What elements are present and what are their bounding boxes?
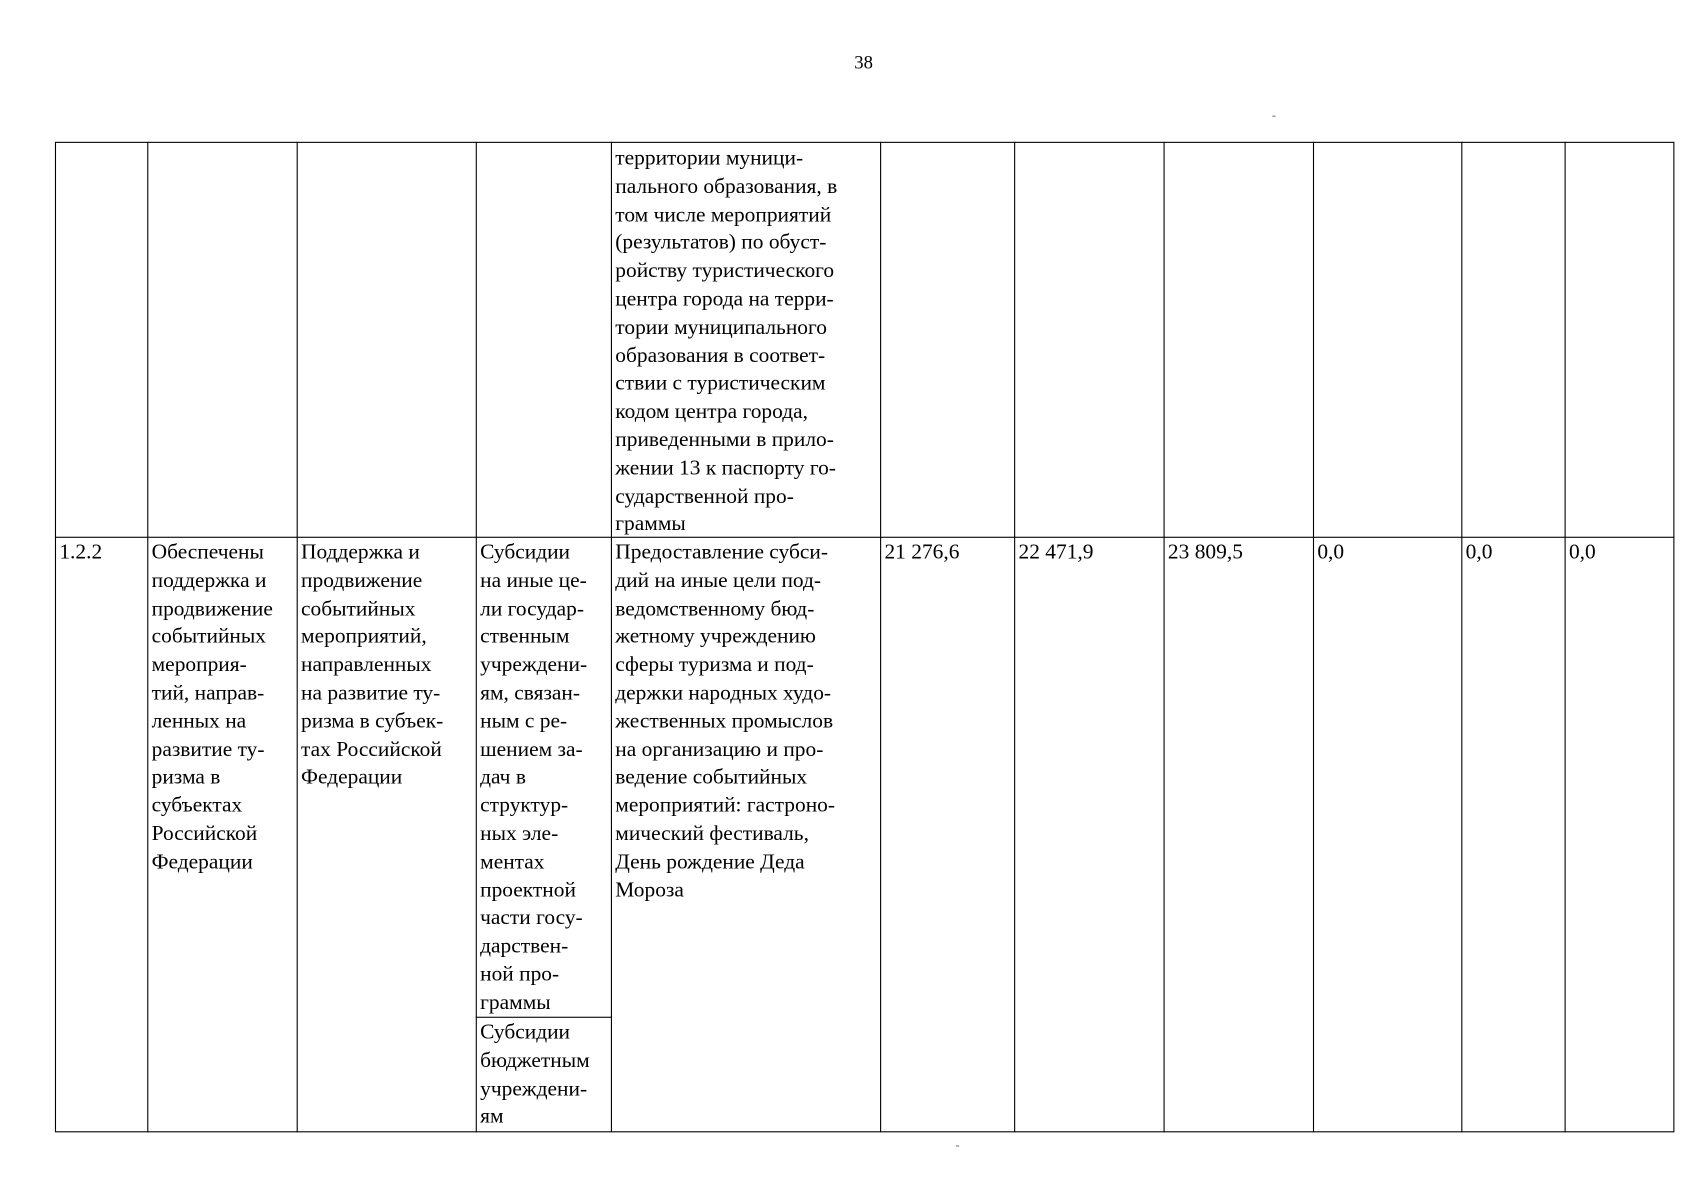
row-number-cell: 1.2.2	[59, 541, 103, 564]
column-divider	[1313, 142, 1314, 1133]
description-cell: Предоставление субси- дий на иные цели под- ведомственному бюд- жетному учреждению сферы туризма и под- держки народных худо- жественных промыслов на организацию и про- ведение событийных мероприятий: гастроно- мический фестиваль, День рождение Деда Мороза	[615, 541, 836, 902]
scan-speck	[956, 1145, 959, 1146]
value-cell: 0,0	[1317, 541, 1345, 564]
value-cell: 21 276,6	[884, 541, 960, 564]
value-cell: 22 471,9	[1018, 541, 1094, 564]
result-continuation-cell: территории муници- пального образования, в том числе мероприятий (результатов) по обуст- ройству туристического центра города на терри- тории муниципального образования в соответ- ствии с туристическим кодом центра города, приведенными в прило- жении 13 к паспорту го- сударственной про- граммы	[615, 147, 838, 537]
column-divider	[1014, 142, 1015, 1133]
column-divider	[1164, 142, 1165, 1133]
event-cell: Поддержка и продвижение событийных мероприятий, направленных на развитие ту- ризма в субъек- тах Российской Федерации	[301, 541, 444, 790]
task-cell: Обеспечены поддержка и продвижение событийных мероприя- тий, направ- ленных на развитие ту- ризма в субъектах Российской Федерации	[151, 541, 273, 874]
value-cell: 0,0	[1465, 541, 1493, 564]
funding-type-cell: Субсидии на иные це- ли государ- ственным учреждени- ям, связан- ным с ре- шением за- дач в структур- ных эле- ментах проектной части госу- дарствен- ной про- граммы	[480, 541, 588, 1015]
funding-type-cell: Субсидии бюджетным учреждени- ям	[480, 1021, 590, 1129]
value-cell: 23 809,5	[1167, 541, 1243, 564]
column-divider	[1461, 142, 1462, 1133]
column-divider	[1565, 142, 1566, 1133]
page-number: 38	[854, 52, 873, 74]
scan-speck	[1272, 116, 1275, 117]
value-cell: 0,0	[1568, 541, 1596, 564]
column-divider	[880, 142, 881, 1133]
